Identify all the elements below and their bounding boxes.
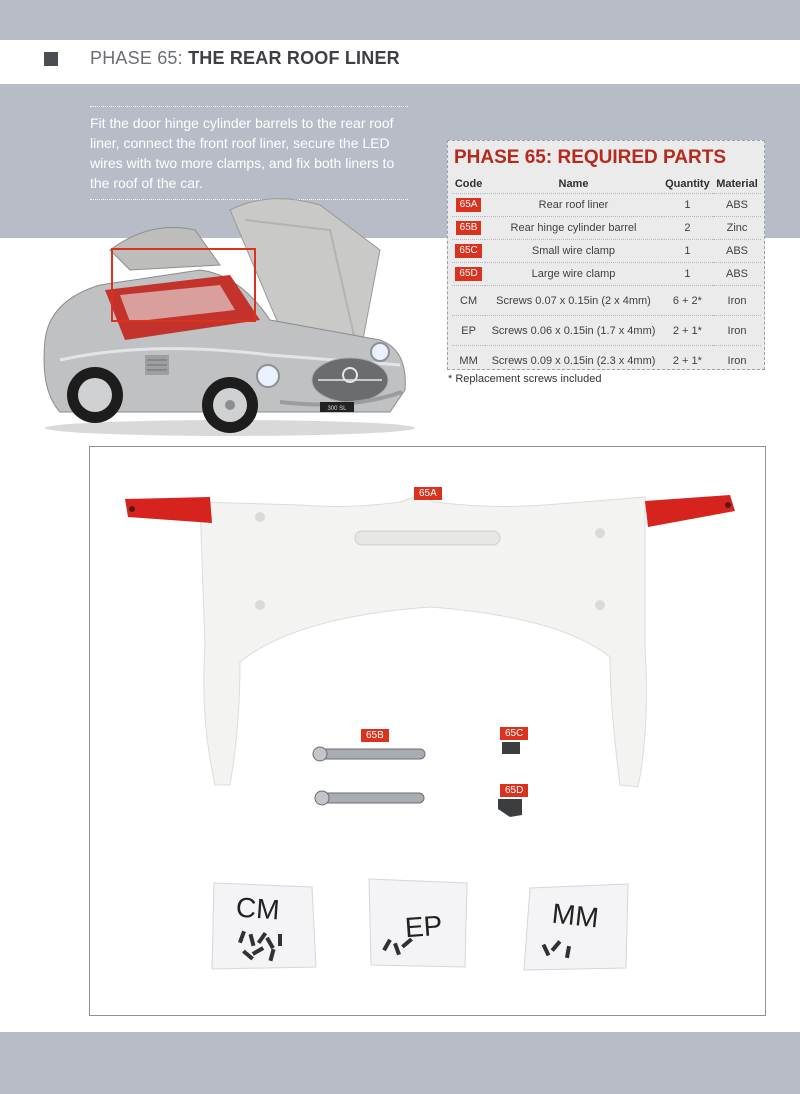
title-square-icon [44, 52, 58, 66]
part-material: Zinc [713, 217, 761, 240]
page-title-main: THE REAR ROOF LINER [188, 48, 400, 68]
part-material: Iron [713, 316, 761, 346]
part-label-65c: 65C [500, 727, 528, 740]
table-header-row [452, 175, 761, 194]
right-red-bracket [645, 495, 735, 527]
part-code: EP [452, 316, 485, 346]
column-header-code: Code [454, 178, 483, 190]
top-band [0, 0, 800, 40]
part-name: Small wire clamp [485, 240, 662, 263]
part-name: Rear roof liner [485, 194, 662, 217]
part-quantity: 2 + 1* [662, 316, 713, 346]
small-wire-clamp [502, 742, 520, 754]
part-name: Large wire clamp [485, 263, 662, 286]
bag-label-mm: MM [550, 897, 601, 934]
part-name: Screws 0.07 x 0.15in (2 x 4mm) [485, 286, 662, 316]
parts-table [452, 175, 761, 375]
part-quantity: 1 [662, 263, 713, 286]
part-code-tag: 65A [456, 198, 482, 212]
page-title-prefix: PHASE 65: [90, 48, 183, 68]
left-red-bracket [125, 497, 212, 523]
table-row [452, 346, 761, 376]
bottom-band [0, 1032, 800, 1094]
column-header-quantity: Quantity [665, 178, 710, 190]
required-parts-card [447, 140, 765, 370]
part-material: ABS [713, 194, 761, 217]
part-code-tag: 65D [455, 267, 481, 281]
part-name: Rear hinge cylinder barrel [485, 217, 662, 240]
screw-bag-mm [522, 882, 632, 974]
part-quantity: 1 [662, 194, 713, 217]
part-quantity: 2 [662, 217, 713, 240]
intro-block [90, 106, 408, 200]
screw-bag-ep [365, 877, 471, 972]
screw-bag-cm [208, 879, 320, 974]
part-name: Screws 0.09 x 0.15in (2.3 x 4mm) [485, 346, 662, 376]
part-material: Iron [713, 286, 761, 316]
page-title [90, 48, 400, 69]
part-code-tag: 65C [455, 244, 481, 258]
part-quantity: 2 + 1* [662, 346, 713, 376]
part-code: MM [452, 346, 485, 376]
parts-photo-frame [89, 446, 766, 1016]
divider [90, 106, 408, 107]
part-material: ABS [713, 240, 761, 263]
part-label-65a: 65A [414, 487, 442, 500]
table-row [452, 194, 761, 217]
part-material: Iron [713, 346, 761, 376]
column-header-name: Name [558, 178, 589, 190]
part-name: Screws 0.06 x 0.15in (1.7 x 4mm) [485, 316, 662, 346]
part-quantity: 1 [662, 240, 713, 263]
large-wire-clamp [498, 799, 522, 817]
table-row [452, 316, 761, 346]
roof-liner-highlight-box [111, 248, 256, 322]
bag-label-cm: CM [235, 891, 281, 926]
required-parts-title: PHASE 65: REQUIRED PARTS [454, 147, 727, 168]
table-row [452, 286, 761, 316]
part-quantity: 6 + 2* [662, 286, 713, 316]
table-row [452, 217, 761, 240]
hinge-barrel [320, 749, 425, 759]
part-label-65d: 65D [500, 784, 528, 797]
bag-label-ep: EP [403, 909, 444, 944]
liner-slot [355, 531, 500, 545]
intro-text: Fit the door hinge cylinder barrels to the rear roof liner, connect the front roof liner, secure the LED wires with two more clamps, and fix both liners to the roof of the car. [90, 115, 395, 191]
license-plate: 300 SL [327, 406, 347, 412]
table-row [452, 263, 761, 286]
hinge-barrel [322, 793, 424, 803]
column-header-material: Material [716, 178, 758, 190]
replacement-screws-footnote: * Replacement screws included [448, 373, 602, 385]
part-code: CM [452, 286, 485, 316]
part-label-65b: 65B [361, 729, 389, 742]
table-row [452, 240, 761, 263]
part-material: ABS [713, 263, 761, 286]
part-code-tag: 65B [456, 221, 482, 235]
